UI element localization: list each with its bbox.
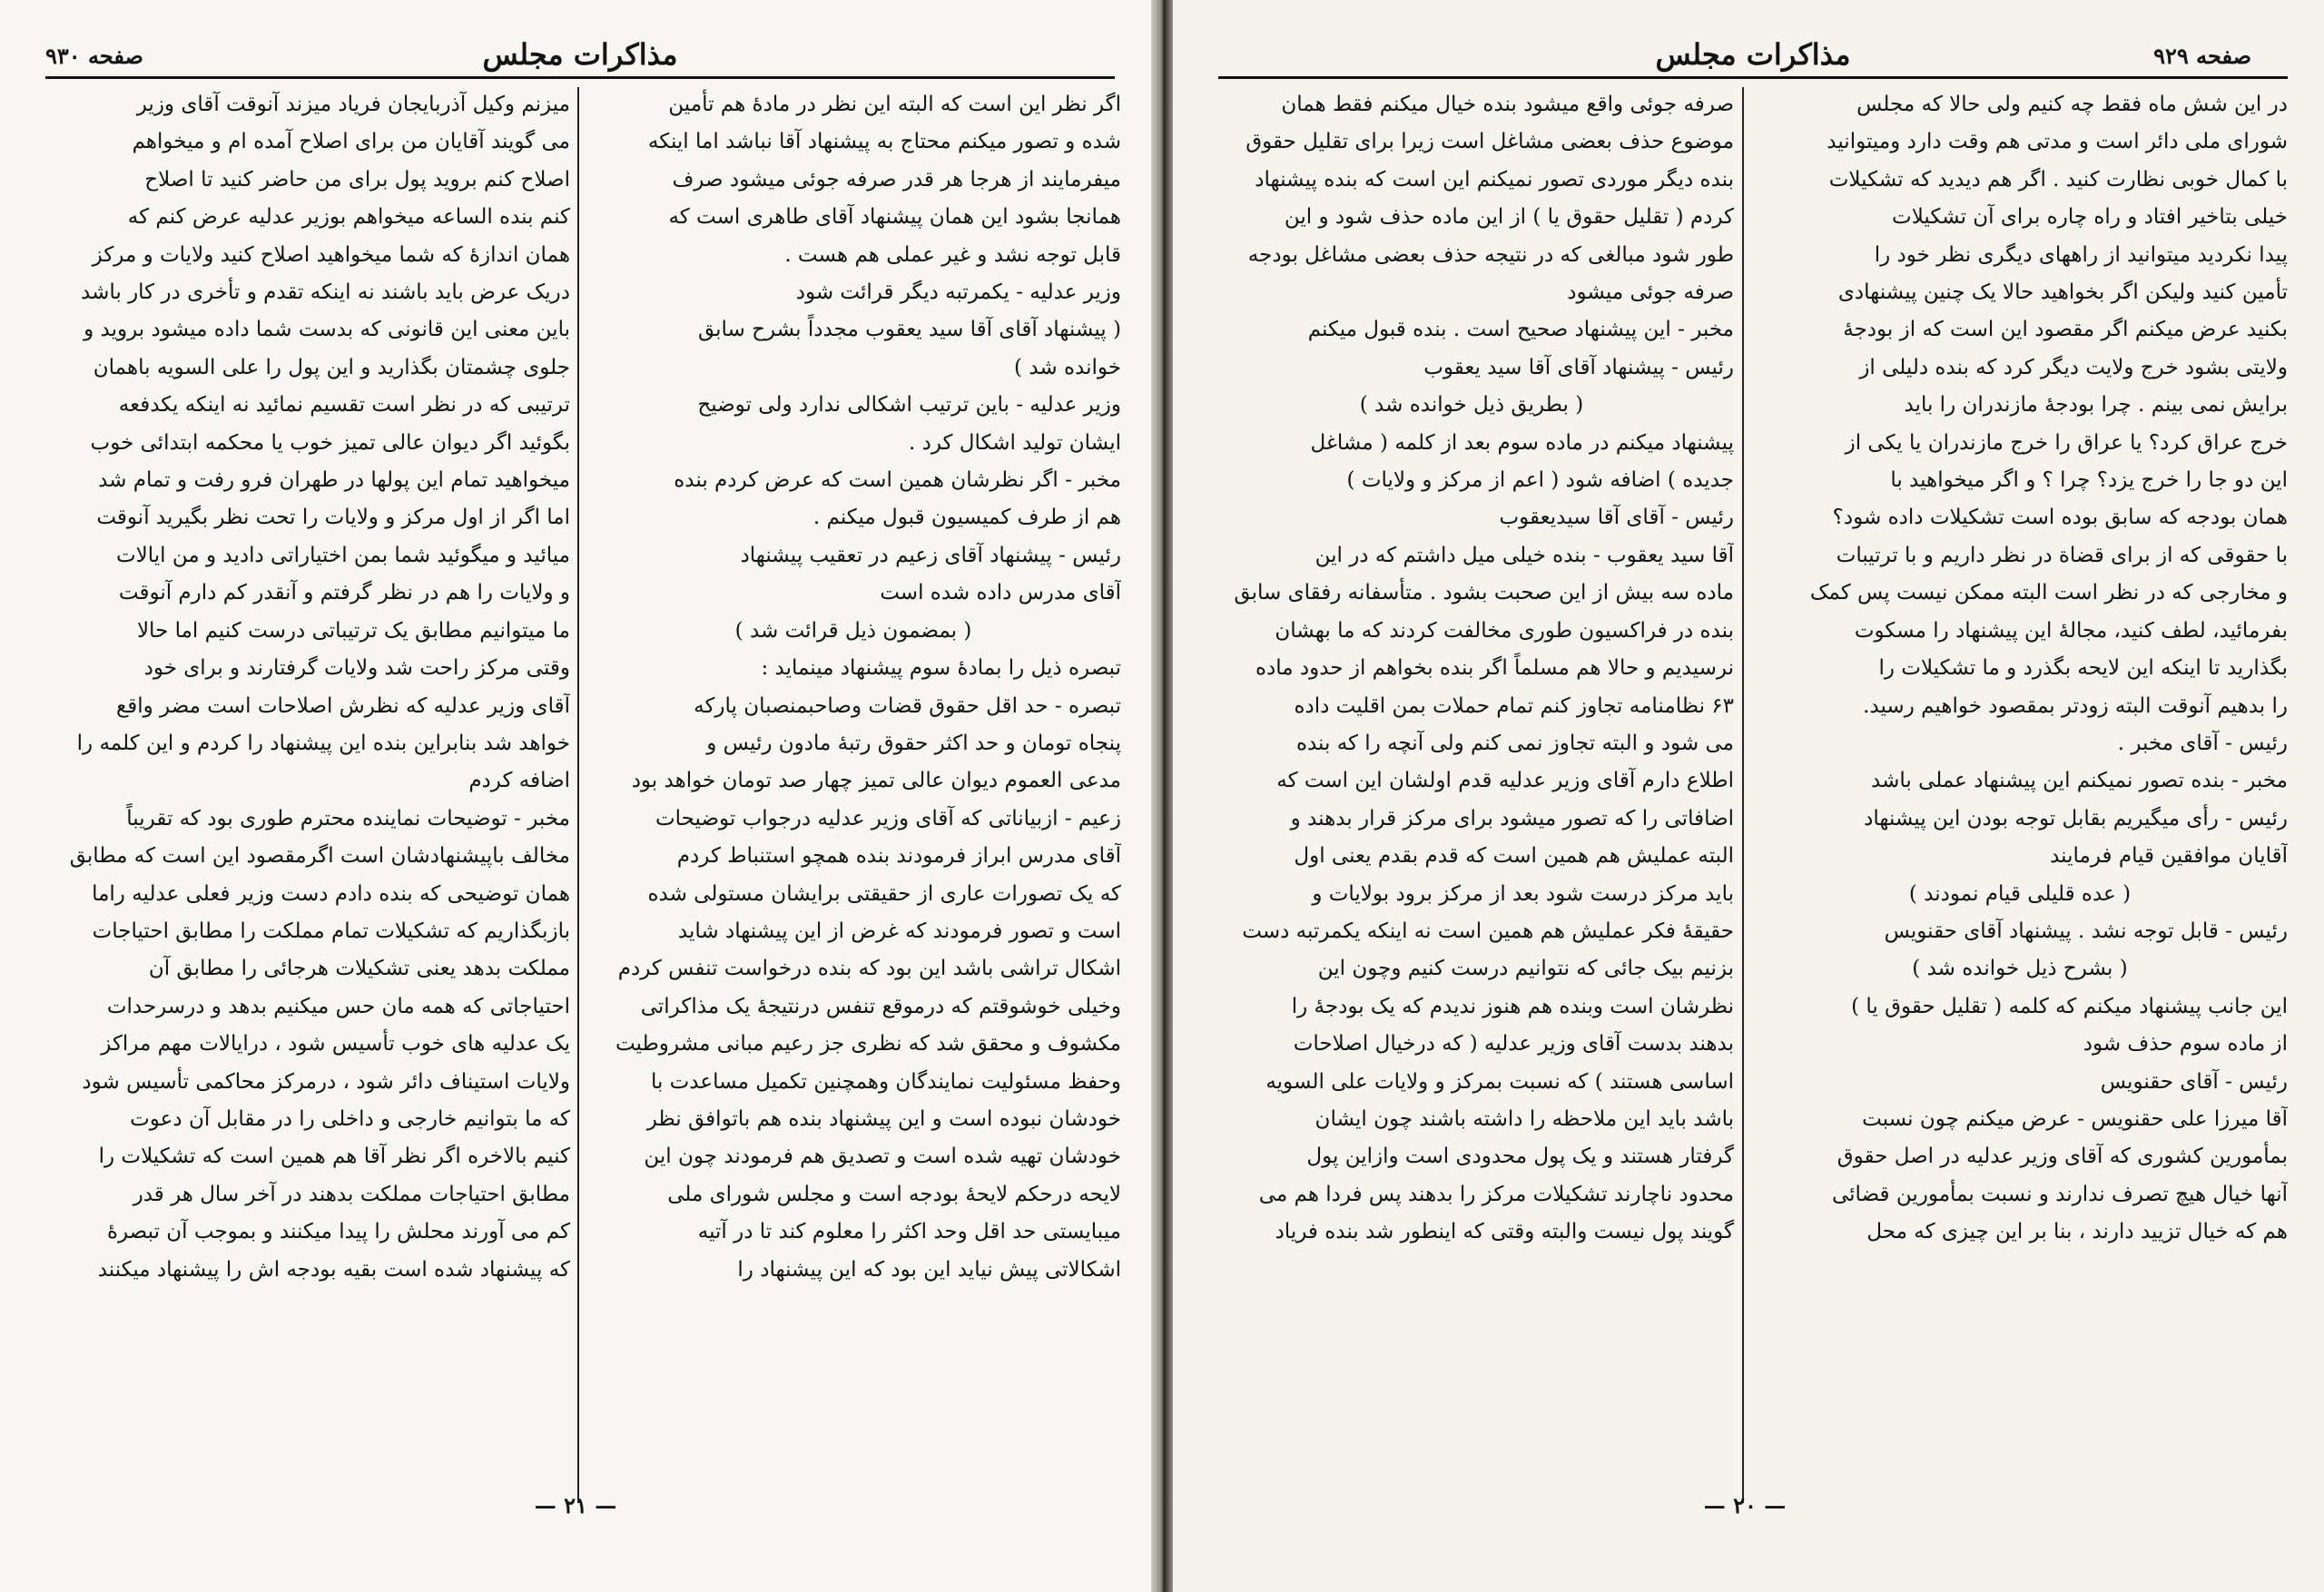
text-line: این جانب پیشنهاد میکنم که کلمه ( تقلیل حقوق یا ) — [1851, 994, 2288, 1018]
text-line: وزیر عدلیه - یکمرتبه دیگر قرائت شود — [795, 280, 1121, 305]
text-line: مطابق احتیاجات مملکت بدهند در آخر سال هر قدر — [133, 1182, 570, 1206]
text-line: ( عده قلیلی قیام نمودند ) — [1908, 881, 2132, 906]
left-page — [0, 0, 1151, 1592]
text-column-right — [1752, 87, 2288, 1485]
text-line: بگوئید اگر دیوان عالی تمیز خوب یا محکمه ابتدائی خوب — [90, 430, 570, 455]
text-line: ولایتی بشود خرج ولایت دیگر کرد که بنده دلیلی از — [1859, 355, 2288, 379]
text-line: که یک تصورات عاری از حقیقتی برایشان مستولی شده — [647, 881, 1121, 906]
text-line: بفرمائید، لطف کنید، مجالهٔ این پیشنهاد را مسکوت — [1854, 618, 2288, 643]
column-divider — [577, 87, 579, 1503]
text-line: تأمین کنید ولیکن اگر بخواهید حالا یک چنین پیشنهادی — [1837, 280, 2288, 305]
text-line: این دو جا را خرج یزد؟ چرا ؟ و اگر میخواهید با — [1890, 468, 2288, 493]
text-line: بگذارید تا اینکه این لایحه بگذرد و ما تشکیلات را — [1878, 656, 2288, 681]
text-line: جلوی چشمتان بگذارید و این پول را علی السویه باهمان — [93, 355, 570, 379]
text-line: بزنیم بیک جائی که نتوانیم درست کنیم وچون این — [1317, 957, 1734, 981]
page-header — [1218, 36, 2288, 79]
text-line: میائید و میگوئید شما بمن اختیاراتی دادید و من ایالات — [115, 543, 570, 567]
text-line: بنده دیگر موردی تصور نمیکنم این است که بنده پیشنهاد — [1255, 167, 1734, 192]
text-line: و ولایات را هم در نظر گرفتم و آنقدر کم دارم آنوقت — [118, 581, 570, 605]
text-line: نظرشان است وبنده هم هنوز ندیدم که یک بودجهٔ را — [1291, 994, 1734, 1018]
text-line: آقای مدرس داده شده است — [880, 581, 1121, 605]
text-line: شده و تصور میکنم محتاج به پیشنهاد آقا نباشد اما اینکه — [647, 130, 1121, 154]
page-header — [45, 36, 1115, 79]
text-line: نرسیدیم و حالا هم مسلماً اگر بنده بخواهم از حدود ماده — [1255, 656, 1734, 681]
text-line: وقتی مرکز راحت شد ولایات گرفتارند و برای خود — [143, 656, 570, 681]
text-line: همان بودجه که سابق بوده است تشکیلات داده شود؟ — [1832, 506, 2288, 530]
text-line: رئیس - آقای حقنویس — [2100, 1069, 2288, 1094]
text-line: رئیس - پیشنهاد آقای زعیم در تعقیب پیشنهاد — [740, 543, 1121, 567]
text-line: اطلاع دارم آقای وزیر عدلیه قدم اولشان این است که — [1276, 769, 1734, 793]
text-line: خودشان نبوده است و این پیشنهاد بنده هم باتوافق نظر — [646, 1106, 1121, 1131]
text-line: وحفظ مسئولیت نمایندگان وهمچنین تکمیل مساعدت با — [650, 1069, 1121, 1094]
text-line: طور شود مبالغی که در نتیجه حذف بعضی مشاغل بودجه — [1247, 242, 1734, 267]
text-line: رئیس - قابل توجه نشد . پیشنهاد آقای حقنویس — [1884, 919, 2288, 943]
text-line: بمأمورین کشوری که آقای وزیر عدلیه در اصل حقوق — [1837, 1145, 2288, 1169]
page-number: صفحه ۹۲۹ — [2153, 43, 2251, 69]
text-line: مخبر - این پیشنهاد صحیح است . بنده قبول میکنم — [1307, 318, 1734, 342]
text-line: ماده سه بیش از این صحبت بشود . متأسفانه رفقای سابق — [1234, 581, 1734, 605]
text-line: مدعی العموم دیوان عالی تمیز چهار صد تومان خواهد بود — [631, 769, 1121, 793]
text-line: مخبر - بنده تصور نمیکنم این پیشنهاد عملی باشد — [1871, 769, 2288, 793]
text-line: اشکال تراشی باشد این بود که بنده درخواست تنفس کردم — [617, 957, 1121, 981]
text-line: ( بمضمون ذیل قرائت شد ) — [734, 618, 972, 643]
folio: — ۲۱ — — [534, 1492, 617, 1518]
text-line: که پیشنهاد شده است بقیه بودجه اش را پیشنهاد میکنند — [97, 1257, 570, 1282]
text-line: ولایات استیناف دائر شود ، درمرکز محاکمی تأسیس شود — [82, 1069, 570, 1094]
text-line: میزنم وکیل آذربایجان فریاد میزند آنوقت آقای وزیر — [136, 93, 570, 116]
text-line: هم از طرف کمیسیون قبول میکنم . — [812, 506, 1121, 530]
text-line: شورای ملی دائر است و مدتی هم وقت دارد ومیتوانید — [1827, 130, 2288, 154]
text-line: کم می آورند محلش را پیدا میکنند و بموجب آن تبصرهٔ — [106, 1220, 570, 1244]
text-line: ( پیشنهاد آقای آقا سید یعقوب مجدداً بشرح سابق — [697, 318, 1121, 342]
text-line: حقیقهٔ فکر عملیش هم همین است نه اینکه یکمرتبه دست — [1242, 919, 1734, 943]
text-line: اضافاتی را که تصور میشود برای مرکز قرار بدهند و — [1290, 806, 1734, 830]
header-title: مذاکرات مجلس — [1655, 37, 1851, 72]
text-line: ( بطریق ذیل خوانده شد ) — [1359, 393, 1584, 418]
text-line: که ما بتوانیم خارجی و داخلی را در مقابل آن دعوت — [130, 1106, 570, 1131]
text-line: برایش نمی بینم . چرا بودجهٔ مازندران را باید — [1904, 393, 2288, 418]
page-number: صفحه ۹۳۰ — [45, 43, 143, 69]
text-line: البته عملیش هم همین است که قدم بقدم یعنی اول — [1294, 844, 1734, 869]
text-line: احتیاجاتی که همه مان حس میکنیم بدهد و درسرحدات — [106, 994, 570, 1018]
text-line: دریک عرض باید باشند نه اینکه تقدم و تأخری در کار باشد — [81, 280, 570, 305]
text-line: خیلی بتاخیر افتاد و راه چاره برای آن تشکیلات — [1892, 205, 2288, 230]
text-line: رئیس - رأی میگیریم بقابل توجه بودن این پیشنهاد — [1864, 806, 2288, 830]
text-line: میخواهید تمام این پولها در طهران فرو رفت و تمام شد — [98, 468, 570, 493]
text-line: آقایان موافقین قیام فرمایند — [2050, 844, 2288, 869]
text-line: صرفه جوئی میشود — [1567, 280, 1734, 305]
text-line: همانجا بشود این همان پیشنهاد آقای طاهری است که — [668, 205, 1121, 230]
text-line: موضوع حذف بعضی مشاغل است زیرا برای تقلیل حقوق — [1246, 130, 1734, 154]
text-line: بکنید عرض میکنم اگر مقصود این است که از بودجهٔ — [1843, 318, 2288, 342]
text-line: ( بشرح ذیل خوانده شد ) — [1912, 957, 2128, 981]
text-line: یک عدلیه های خوب تأسیس شود ، درایالات مهم مراکز — [101, 1032, 570, 1056]
text-line: اضافه کردم — [468, 769, 570, 793]
text-line: رئیس - آقای مخبر . — [2117, 731, 2288, 755]
right-page — [1173, 0, 2324, 1592]
text-column-left — [1209, 87, 1734, 1485]
text-line: باین معنی این قانونی که بدست شما داده میشود بروید و — [84, 318, 570, 342]
text-line: با کمال خوبی نظارت کنید . اگر هم دیدید که تشکیلات — [1828, 167, 2288, 192]
text-line: در این شش ماه فقط چه کنیم ولی حالا که مجلس — [1856, 93, 2288, 116]
column-divider — [1742, 87, 1744, 1503]
text-line: مملکت بدهد یعنی تشکیلات هرجائی را مطابق آن — [148, 957, 570, 981]
text-line: ما میتوانیم مطابق یک ترتیباتی درست کنیم اما حالا — [136, 618, 570, 643]
text-line: خرج عراق کرد؟ یا عراق را خرج مازندران یا یکی از — [1845, 430, 2288, 455]
text-line: تبصره ذیل را بمادهٔ سوم پیشنهاد مینماید : — [761, 656, 1121, 681]
text-line: با حقوقی که از برای قضاة در نظر داریم و با ترتیبات — [1836, 543, 2288, 567]
text-line: از ماده سوم حذف شود — [2083, 1032, 2288, 1056]
text-line: آقای مدرس ابراز فرمودند بنده همچو استنباط کردم — [676, 844, 1121, 869]
text-line: میبایستی حد اقل وحد اکثر را معلوم کند تا در آتیه — [697, 1220, 1121, 1244]
folio: — ۲۰ — — [1703, 1492, 1787, 1518]
text-line: پیدا نکردید میتوانید از راههای دیگری نظر خود را — [1874, 242, 2288, 267]
text-line: بنده در فراکسیون طوری مخالفت کردند که ما بهشان — [1275, 618, 1734, 643]
text-line: لایحه درحکم لایحهٔ بودجه است و مجلس شورای ملی — [667, 1182, 1121, 1206]
text-line: جدیده ) اضافه شود ( اعم از مرکز و ولایات ) — [1346, 468, 1734, 493]
text-line: ۶۳ نظامنامه تجاوز کنم تمام حملات بمن اقلیت داده — [1294, 693, 1734, 718]
text-line: باشد باید این ملاحظه را داشته باشند چون ایشان — [1315, 1106, 1734, 1131]
text-line: بدهند بدست آقای وزیر عدلیه ( که درخیال اصلاحات — [1293, 1032, 1734, 1056]
text-line: مخبر - اگر نظرشان همین است که عرض کردم بنده — [674, 468, 1121, 493]
text-line: می گویند آقایان من برای اصلاح آمده ام و میخواهم — [132, 130, 570, 154]
text-line: کردم ( تقلیل حقوق یا ) از این ماده حذف شود و این — [1284, 205, 1734, 230]
text-line: اساسی هستند ) که نسبت بمرکز و ولایات علی السویه — [1265, 1069, 1734, 1094]
text-line: آنها خیال هیچ تصرف ندارند و نسبت بمأمورین قضائی — [1831, 1182, 2288, 1206]
text-column-left — [53, 87, 570, 1485]
header-title: مذاکرات مجلس — [482, 37, 678, 72]
text-line: گویند پول نیست والبته وقتی که اینطور شد بنده فریاد — [1275, 1220, 1734, 1244]
text-line: وزیر عدلیه - باین ترتیب اشکالی ندارد ولی توضیح — [697, 393, 1121, 418]
text-line: آقای وزیر عدلیه که نظرش اصلاحات است مضر واقع — [115, 693, 570, 718]
text-line: محدود ناچارند تشکیلات مرکز را بدهند پس فردا هم می — [1258, 1182, 1734, 1206]
text-line: مخبر - توضیحات نماینده محترم طوری بود که تقریباً — [126, 806, 570, 830]
text-line: مکشوف و محقق شد که نظری جز رعیم مبانی مشروطیت — [615, 1032, 1121, 1056]
text-line: خواهد شد بنابراین بنده این پیشنهاد را کردم و این کلمه را — [76, 731, 570, 755]
text-line: و مخارجی که در نظر است البته ممکن نیست پس کمک — [1809, 581, 2288, 605]
text-line: خودشان تهیه شده است و تصدیق هم فرمودند چون این — [644, 1145, 1121, 1169]
text-line: بازبگذاریم که تشکیلات تمام مملکت را مطابق احتیاجات — [92, 919, 570, 943]
text-line: خوانده شد ) — [1014, 355, 1121, 379]
text-column-right — [586, 87, 1121, 1485]
text-line: وخیلی خوشوقتم که درموقع تنفس درنتیجهٔ یک مذاکراتی — [640, 994, 1121, 1018]
text-line: اگر نظر این است که البته این نظر در مادهٔ هم تأمین — [668, 93, 1121, 116]
text-line: قابل توجه نشد و غیر عملی هم هست . — [784, 242, 1121, 267]
text-line: کنیم بالاخره اگر نظر آقا هم همین است که تشکیلات را — [98, 1145, 570, 1169]
text-line: رئیس - پیشنهاد آقای آقا سید یعقوب — [1423, 355, 1734, 379]
text-line: می شود و البته تجاوز نمی کنم ولی آنچه را که بنده — [1295, 731, 1734, 755]
text-line: اشکالاتی پیش نیاید این بود که این پیشنهاد را — [737, 1257, 1121, 1282]
text-line: پنجاه تومان و حد اکثر حقوق رتبهٔ مادون رئیس و — [706, 731, 1121, 755]
text-line: ترتیبی که در نظر است تقسیم نمائید نه اینکه یکدفعه — [118, 393, 570, 418]
text-line: ایشان تولید اشکال کرد . — [908, 430, 1121, 455]
text-line: گرفتار هستند و یک پول محدودی است وازاین پول — [1306, 1145, 1734, 1169]
text-line: کنم بنده الساعه میخواهم بوزیر عدلیه عرض کنم که — [127, 205, 570, 230]
book-gutter — [1151, 0, 1173, 1592]
text-line: را بدهیم آنوقت البته زودتر بمقصود خواهیم رسید. — [1863, 693, 2288, 718]
text-line: مخالف باپیشنهادشان است اگرمقصود این است که مطابق — [69, 844, 570, 869]
text-line: میفرمایند از هرجا هر قدر صرفه جوئی میشود صرف — [672, 167, 1121, 192]
text-line: اصلاح کنم بروید پول برای من حاضر کنید تا اصلاح — [144, 167, 570, 192]
text-line: پیشنهاد میکنم در ماده سوم بعد از کلمه ( مشاغل — [1310, 430, 1734, 455]
text-line: رئیس - آقای آقا سیدیعقوب — [1499, 506, 1734, 530]
text-line: است و تصور فرمودند که غرض از این پیشنهاد شاید — [677, 919, 1121, 943]
text-line: صرفه جوئی واقع میشود بنده خیال میکنم فقط همان — [1281, 93, 1734, 116]
text-line: اما اگر از اول مرکز و ولایات را تحت نظر بگیرید آنوقت — [96, 506, 570, 530]
text-line: آقا سید یعقوب - بنده خیلی میل داشتم که در این — [1315, 543, 1734, 567]
text-line: زعیم - ازبیاناتی که آقای وزیر عدلیه درجواب توضیحات — [655, 806, 1121, 830]
text-line: همان اندازهٔ که شما میخواهید اصلاح کنید ولایات و مرکز — [92, 242, 570, 267]
text-line: همان توضیحی که بنده دادم دست وزیر فعلی عدلیه راما — [92, 881, 570, 906]
text-line: باید مرکز درست شود بعد از مرکز برود بولایات و — [1312, 881, 1734, 906]
text-line: آقا میرزا علی حقنویس - عرض میکنم چون نسبت — [1862, 1106, 2288, 1131]
text-line: تبصره - حد اقل حقوق قضات وصاحبمنصبان پارکه — [694, 693, 1121, 718]
text-line: هم که خیال تزیید دارند ، بنا بر این چیزی که محل — [1866, 1220, 2288, 1244]
